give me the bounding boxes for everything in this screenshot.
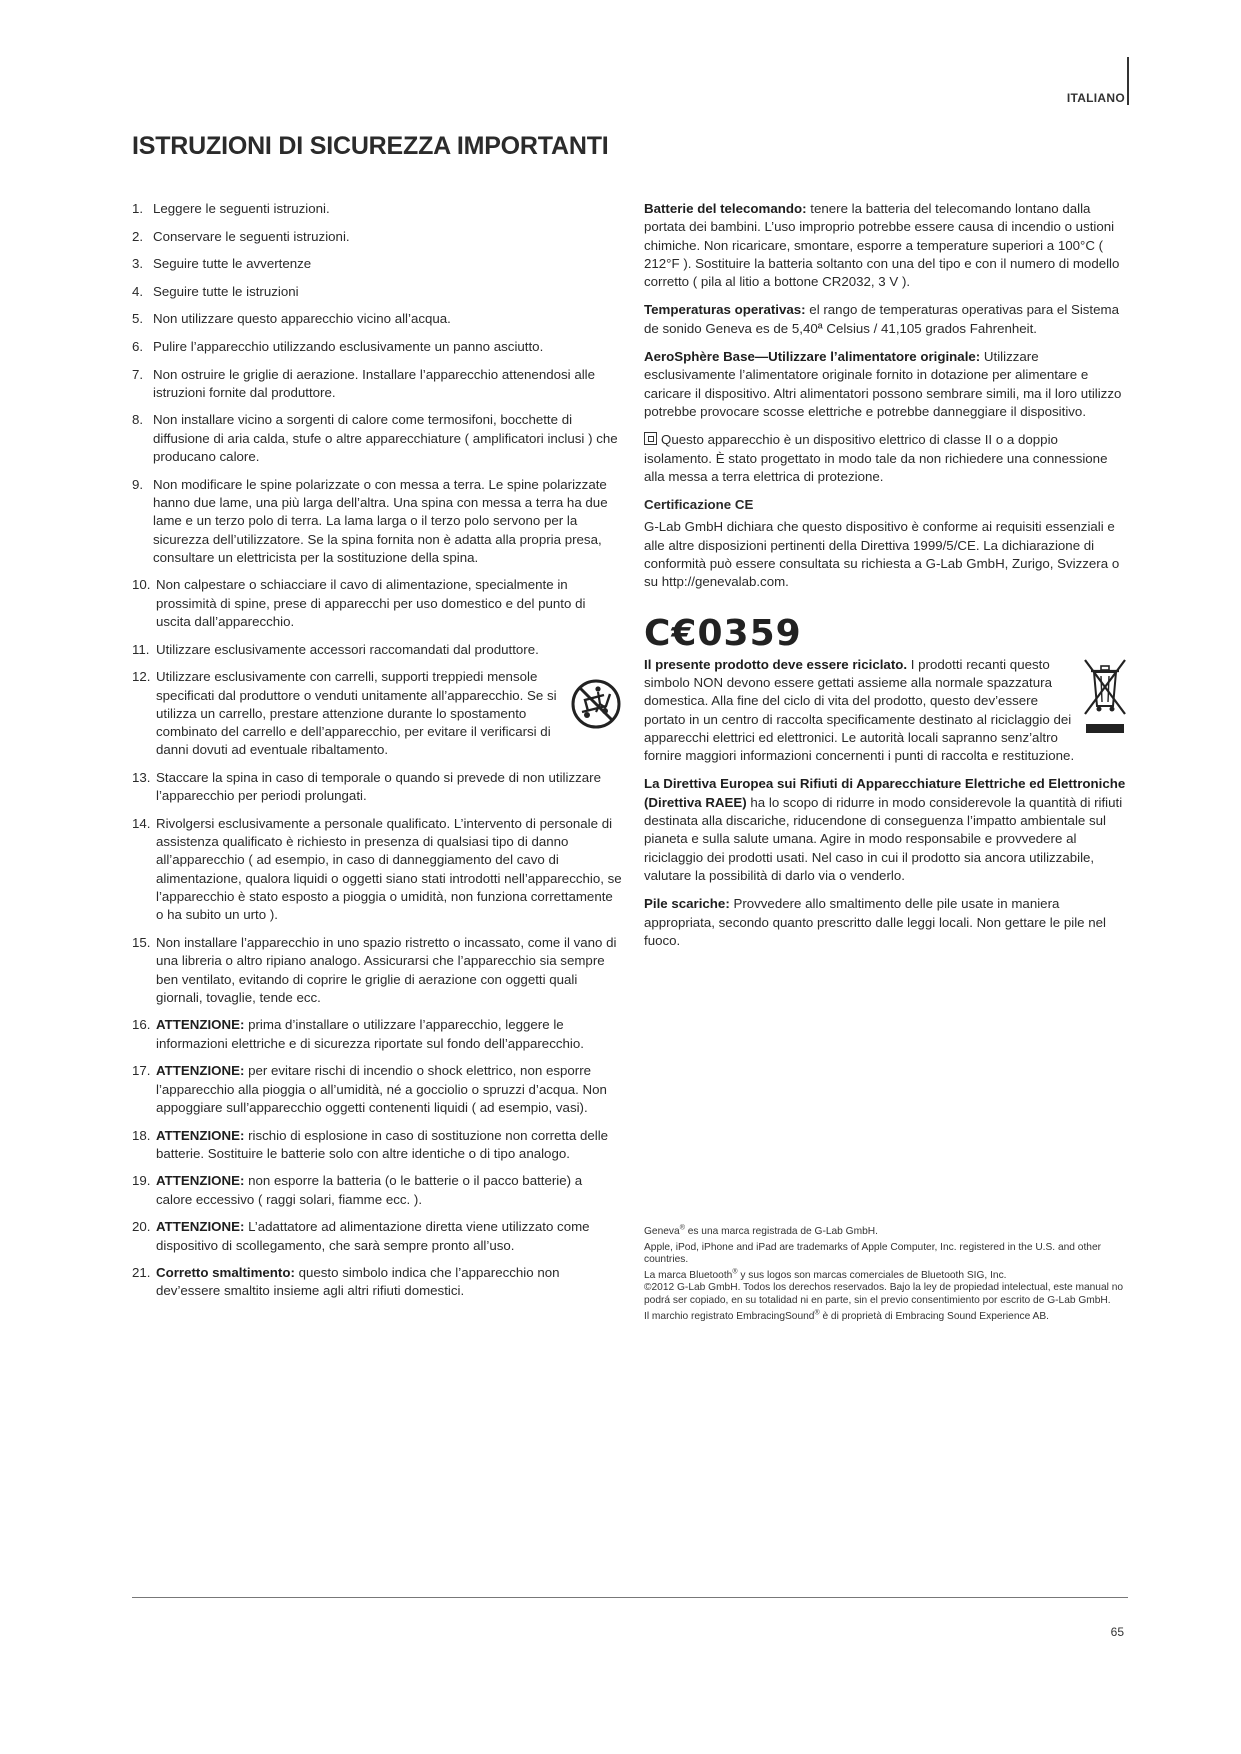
instruction-item: 20. ATTENZIONE: L’adattatore ad alimentazione diretta viene utilizzato come dispositivo di scollegamento, che sarà sempre pronto all’uso. xyxy=(132,1219,590,1253)
right-column xyxy=(644,200,1128,960)
class-ii-paragraph: Questo apparecchio è un dispositivo elettrico di classe II o a doppio isolamento. È stato progettato in modo tale da non richiedere una connessione alla messa a terra elettrica di protezione. xyxy=(644,432,1108,484)
temperature-paragraph: Temperaturas operativas: el rango de temperaturas operativas para el Sistema de sonido Geneva es de 5,40ª Celsius / 41,105 grados Fahrenheit. xyxy=(644,302,1119,336)
instruction-item: 12. Utilizzare esclusivamente con carrelli, supporti treppiedi mensole specificati dal produttore o venduti unitamente all’apparecchio. Se si utilizza un carrello, prestare attenzione durante lo spostamento combinato del carrello e dell’apparecchio, per evitare il verificarsi di danni dovuti ad eventuale ribaltamento. xyxy=(132,668,622,759)
ce-heading: Certificazione CE xyxy=(644,497,754,513)
crossed-bin-icon xyxy=(1082,656,1128,738)
batteries-disposal-paragraph: Pile scariche: Provvedere allo smaltimento delle pile usate in maniera appropriata, secondo quanto prescritto dalle leggi locali. Non gettare le pile nel fuoco. xyxy=(644,896,1106,948)
double-insulation-icon xyxy=(644,432,657,445)
instruction-item: 11. Utilizzare esclusivamente accessori raccomandati dal produttore. xyxy=(132,641,539,657)
instruction-item: 17. ATTENZIONE: per evitare rischi di incendio o shock elettrico, non esporre l’apparecchio alla pioggia o all’umidità, né a gocciolio o spruzzi d’acqua. Non appoggiare sull’apparecchio oggetti contenenti liquidi ( ad esempio, vasi). xyxy=(132,1063,607,1115)
page-number: 65 xyxy=(1110,1625,1124,1639)
instruction-item: 1. Leggere le seguenti istruzioni. xyxy=(132,201,330,216)
power-supply-paragraph: AeroSphère Base—Utilizzare l’alimentatore originale: Utilizzare esclusivamente l’alimentatore originale fornito in dotazione per alimentare e caricare il dispositivo. Altri alimentatori possono sembrare simili, ma il loro utilizzo potrebbe provocare scosse elettriche e potrebbe danneggiare il dispositivo. xyxy=(644,349,1122,419)
instruction-item: 4. Seguire tutte le istruzioni xyxy=(132,283,299,299)
instruction-item: 14. Rivolgersi esclusivamente a personale qualificato. L’intervento di personale di assistenza qualificato è richiesto in presenza di qualsiasi tipo di danno all’apparecchio ( ad esempio, in caso di danneggiamento del cavo di alimentazione, qualora liquidi o oggetti siano stati introdotti nell’apparecchio, se l’apparecchio è stato esposto a pioggia o umidità, non funziona correttamente o ha subito un urto ). xyxy=(132,815,622,923)
instruction-item: 3. Seguire tutte le avvertenze xyxy=(132,256,312,272)
legal-geneva: Geneva® es una marca registrada de G-Lab GmbH. xyxy=(644,1224,878,1237)
instruction-item: 6. Pulire l’apparecchio utilizzando esclusivamente un panno asciutto. xyxy=(132,338,544,354)
instruction-item: 10. Non calpestare o schiacciare il cavo di alimentazione, specialmente in prossimità di spine, prese di apparecchi per uso domestico e del punto di uscita dall’apparecchio. xyxy=(132,577,586,630)
instruction-item: 19. ATTENZIONE: non esporre la batteria (o le batterie o il pacco batterie) a calore eccessivo ( raggi solari, fiamme ecc. ). xyxy=(132,1173,583,1207)
instruction-item: 16. ATTENZIONE: prima d’installare o utilizzare l’apparecchio, leggere le informazioni elettriche e di sicurezza riportate sul fondo dell’apparecchio. xyxy=(132,1017,584,1051)
instruction-item: 9. Non modificare le spine polarizzate o con messa a terra. Le spine polarizzate hanno due lame, una più larga dell’altra. Una spina con messa a terra ha due lame e un terzo polo di terra. La lama larga o il terzo polo servono per la sicurezza dell’utilizzatore. Se la spina fornita non è adatta alla propria presa, consultare un elettricista per la sostituzione della spina. xyxy=(132,476,608,565)
instruction-item: 8. Non installare vicino a sorgenti di calore come termosifoni, bocchette di diffusione di aria calda, stufe o altre apparecchiature ( amplificatori inclusi ) che producano calore. xyxy=(132,412,618,465)
instructions-column xyxy=(132,200,622,1310)
footer-rule xyxy=(132,1597,1128,1598)
instruction-item: 2. Conservare le seguenti istruzioni. xyxy=(132,228,350,244)
legal-embracingsound: Il marchio registrato EmbracingSound® è di proprietà di Embracing Sound Experience AB. xyxy=(644,1309,1049,1322)
instruction-item: 5. Non utilizzare questo apparecchio vicino all’acqua. xyxy=(132,311,451,327)
ce-mark-icon: C€0359 xyxy=(644,612,802,654)
battery-paragraph: Batterie del telecomando: tenere la batteria del telecomando lontano dalla portata dei bambini. L’uso improprio potrebbe essere causa di incendio o ustioni chimiche. Non ricaricare, smontare, esporre a temperature superiori a 100°C ( 212°F ). Sostituire la batteria soltanto con una del tipo e con il numero di modello corretto ( pila al litio a bottone CR2032, 3 V ). xyxy=(644,201,1120,290)
header-vertical-rule xyxy=(1127,57,1129,105)
legal-bluetooth: La marca Bluetooth® y sus logos son marcas comerciales de Bluetooth SIG, Inc. ©2012 G-Lab GmbH. Todos los derechos reservados. Bajo la ley de propiedad intelectual, este manual no podrá ser copiado, en su totalidad ni en parte, sin el previo consentimiento por escrito de G-Lab GmbH. xyxy=(644,1268,1124,1306)
language-label: ITALIANO xyxy=(1066,91,1125,105)
instructions-list xyxy=(132,200,622,1301)
legal-notes xyxy=(644,1226,1128,1326)
instruction-item: 15. Non installare l’apparecchio in uno spazio ristretto o incassato, come il vano di una libreria o altro ripiano analogo. Assicurarsi che l’apparecchio sia sempre ben ventilato, evitando di coprire le griglie di aerazione con oggetti quali giornali, tovaglie, tende ecc. xyxy=(132,934,617,1005)
ce-paragraph: G-Lab GmbH dichiara che questo dispositivo è conforme ai requisiti essenziali e alle altre disposizioni pertinenti della Direttiva 1999/5/CE. La dichiarazione di conformità può essere consultata su richiesta a G-Lab GmbH, Zurigo, Svizzera o su http://genevalab.com. xyxy=(644,519,1120,590)
recycle-section xyxy=(644,656,1128,766)
instruction-item: 21. Corretto smaltimento: questo simbolo indica che l’apparecchio non dev’essere smaltito insieme agli altri rifiuti domestici. xyxy=(132,1265,560,1299)
instruction-item: 7. Non ostruire le griglie di aerazione. Installare l’apparecchio attenendosi alle istruzioni fornite dal produttore. xyxy=(132,366,596,400)
legal-apple: Apple, iPod, iPhone and iPad are trademarks of Apple Computer, Inc. registered in the U.S. and other countries. xyxy=(644,1241,1102,1266)
recycle-paragraph: Il presente prodotto deve essere riciclato. I prodotti recanti questo simbolo NON devono essere gettati assieme alla normale spazzatura domestica. Alla fine del ciclo di vita del prodotto, questo dev’essere portato in un centro di raccolta specificamente destinato al riciclaggio dei apparecchi elettrici ed elettronici. Le autorità locali sapranno senz’altro fornire maggiori informazioni concernenti i punti di raccolta e restituzione. xyxy=(644,656,1075,764)
instruction-item: 13. Staccare la spina in caso di temporale o quando si prevede di non utilizzare l’apparecchio per periodi prolungati. xyxy=(132,769,601,804)
page-title: ISTRUZIONI DI SICUREZZA IMPORTANTI xyxy=(132,132,609,160)
raee-paragraph: La Direttiva Europea sui Rifiuti di Apparecchiature Elettriche ed Elettroniche (Direttiva RAEE) ha lo scopo di ridurre in modo considerevole la quantità di rifiuti destinata alla discariche, riducendone di conseguenza l’impatto ambientale sul pianeta e sulla salute umana. Agire in modo responsabile e provvedere al riciclaggio dei prodotti usati. Nel caso in cui il prodotto sia ancora utilizzabile, valutare la possibilità di darlo via o venderlo. xyxy=(644,776,1126,883)
cart-tip-warning-icon xyxy=(570,678,622,730)
instruction-item: 18. ATTENZIONE: rischio di esplosione in caso di sostituzione non corretta delle batterie. Sostituire le batterie solo con altre identiche o di tipo analogo. xyxy=(132,1127,609,1161)
